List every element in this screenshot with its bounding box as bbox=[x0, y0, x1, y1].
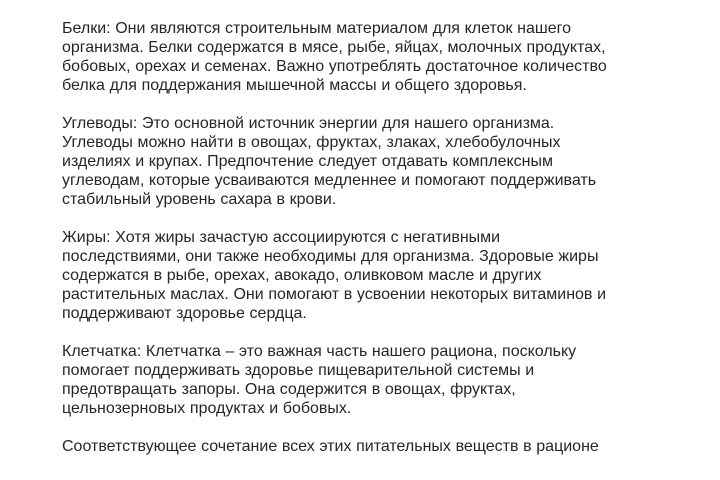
paragraph-fiber: Клетчатка: Клетчатка – это важная часть нашего рациона, поскольку помогает поддерживать здоровье пищеварительной системы и предотвращать запоры. Она содержится в овощах, фруктах, цельнозерновых продуктах и бобовых. bbox=[62, 343, 577, 417]
paragraph-fats: Жиры: Хотя жиры зачастую ассоциируются с негативными последствиями, они также необходимы для организма. Здоровые жиры содержатся в рыбе, орехах, авокадо, оливковом масле и других растительных маслах. Они помогают в усвоении некоторых витаминов и поддерживают здоровье сердца. bbox=[62, 229, 607, 322]
paragraph-carbohydrates: Углеводы: Это основной источник энергии для нашего организма. Углеводы можно найти в овощах, фруктах, злаках, хлебобулочных изделиях и крупах. Предпочтение следует отдавать комплексным углеводам, которые усваиваются медленнее и помогают поддерживать стабильный уровень сахара в крови. bbox=[62, 115, 597, 208]
paragraph-proteins: Белки: Они являются строительным материалом для клеток нашего организма. Белки содержатся в мясе, рыбе, яйцах, молочных продуктах, бобовых, орехах и семенах. Важно употреблять достаточное количество белка для поддержания мышечной массы и общего здоровья. bbox=[62, 20, 607, 94]
document-body bbox=[62, 19, 662, 475]
paragraph-conclusion: Соответствующее сочетание всех этих питательных веществ в рационе bbox=[62, 438, 599, 455]
